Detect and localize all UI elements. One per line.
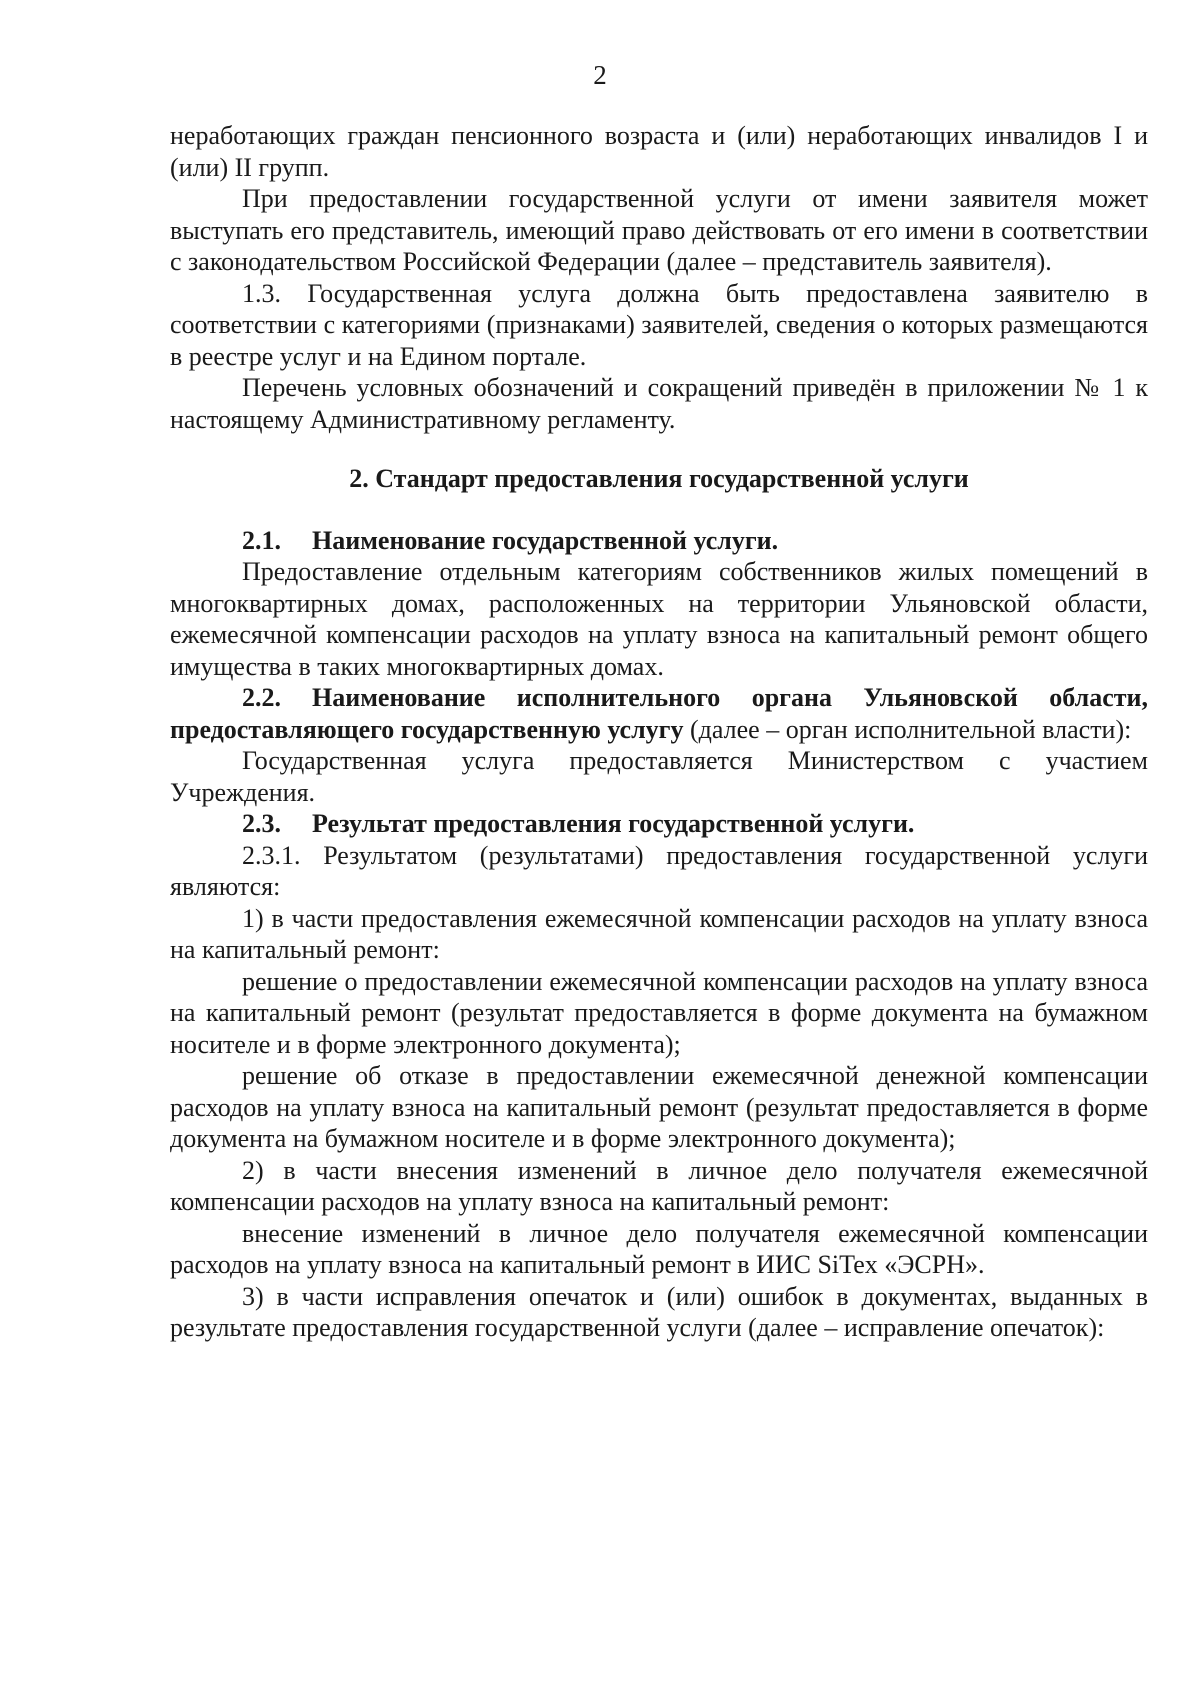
section-2-heading: 2. Стандарт предоставления государственной услуги [349,464,969,493]
paragraph-1-3: 1.3. Государственная услуга должна быть предоставлена заявителю в соответствии с категориями (признаками) заявителей, сведения о которых размещаются в реестре услуг и на Едином портале. [170,278,1148,371]
paragraph-continuation: неработающих граждан пенсионного возраста и (или) неработающих инвалидов I и (или) II групп. [170,121,1148,182]
result-item-3: 3) в части исправления опечаток и (или) ошибок в документах, выданных в результате предоставления государственной услуги (далее – исправление опечаток): [170,1281,1148,1342]
subsection-2-2-heading: Наименование исполнительного органа Ульяновской области, предоставляющего государственную услугу [170,683,1148,744]
subsection-2-2-suffix: (далее – орган исполнительной власти): [683,714,1132,744]
paragraph-representative: При предоставлении государственной услуги от имени заявителя может выступать его представитель, имеющий право действовать от его имени в соответствии с законодательством Российской Федерации (далее – представитель заявителя). [170,184,1148,276]
subsection-2-2-title [170,682,1148,745]
subsection-2-2-text: Государственная услуга предоставляется Министерством с участием Учреждения. [170,746,1148,807]
subsection-2-3-heading: Результат предоставления государственной услуги. [312,809,915,838]
document-body [170,120,1148,1344]
result-item-1a: решение о предоставлении ежемесячной компенсации расходов на уплату взноса на капитальный ремонт (результат предоставляется в форме документа на бумажном носителе и в форме электронного документа); [170,966,1148,1059]
subsection-2-1-number: 2.1. [242,525,281,555]
result-item-2a: внесение изменений в личное дело получателя ежемесячной компенсации расходов на уплату взноса на капитальный ремонт в ИИС SiTex «ЭСРН». [170,1218,1148,1279]
subsection-2-3-title [170,808,1148,840]
subsection-2-1-text: Предоставление отдельным категориям собственников жилых помещений в многоквартирных домах, расположенных на территории Ульяновской области, ежемесячной компенсации расходов на уплату взноса на капитальный ремонт общего имущества в таких многоквартирных домах. [170,557,1148,681]
result-item-1: 1) в части предоставления ежемесячной компенсации расходов на уплату взноса на капитальный ремонт: [170,903,1148,964]
result-item-2: 2) в части внесения изменений в личное дело получателя ежемесячной компенсации расходов на уплату взноса на капитальный ремонт: [170,1155,1148,1216]
paragraph-abbreviations: Перечень условных обозначений и сокращений приведён в приложении № 1 к настоящему Административному регламенту. [170,373,1148,434]
subsection-2-3-1: 2.3.1. Результатом (результатами) предоставления государственной услуги являются: [170,840,1148,901]
subsection-2-1-heading: Наименование государственной услуги. [312,525,779,555]
subsection-2-1-title [170,525,1148,557]
page-number: 2 [593,60,607,90]
subsection-2-2-number: 2.2. [242,683,281,712]
result-item-1b: решение об отказе в предоставлении ежемесячной денежной компенсации расходов на уплату взноса на капитальный ремонт (результат предоставляется в форме документа на бумажном носителе и в форме электронного документа); [170,1061,1148,1153]
subsection-2-3-number: 2.3. [242,809,281,838]
